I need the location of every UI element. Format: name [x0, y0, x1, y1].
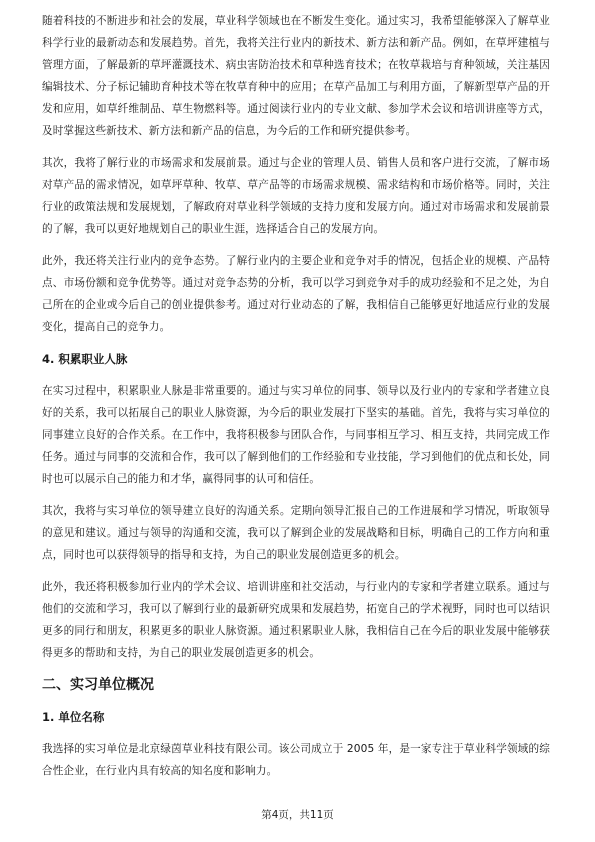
page-number-footer: 第4页，共11页 [261, 809, 334, 821]
paragraph-industry-trends: 随着科技的不断进步和社会的发展，草业科学领域也在不断发生变化。通过实习，我希望能够深入了解草业科学行业的最新动态和发展趋势。首先，我将关注行业内的新技术、新方法和新产品。例如，在草坪建植与管理方面，了解最新的草坪灌溉技术、病虫害防治技术和草种选育技术；在牧草栽培与育种领域，关注基因编辑技术、分子标记辅助育种技术等在牧草育种中的应用；在草产品加工与利用方面，了解新型草产品的开发和应用，如草纤维制品、草生物燃料等。通过阅读行业内的专业文献、参加学术会议和培训讲座等方式，及时掌握这些新技术、新方法和新产品的信息，为今后的工作和研究提供参考。 [42, 15, 550, 137]
paragraph-competition: 此外，我还将关注行业内的竞争态势。了解行业内的主要企业和竞争对手的情况，包括企业的规模、产品特点、市场份额和竞争优势等。通过对竞争态势的分析，我可以学习到竞争对手的成功经验和不足之处，为自己所在的企业或今后自己的创业提供参考。通过对行业动态的了解，我相信自己能够更好地适应行业的发展变化，提高自己的竞争力。 [42, 255, 550, 333]
document-page [42, 10, 550, 792]
paragraph-unit-name: 我选择的实习单位是北京绿茵草业科技有限公司。该公司成立于 2005 年，是一家专注于草业科学领域的综合性企业，在行业内具有较高的知名度和影响力。 [42, 743, 550, 777]
paragraph-network-experts: 此外，我还将积极参加行业内的学术会议、培训讲座和社交活动，与行业内的专家和学者建立联系。通过与他们的交流和学习，我可以了解到行业的最新研究成果和发展趋势，拓宽自己的学术视野，同时也可以结识更多的同行和朋友，积累更多的职业人脉资源。通过积累职业人脉，我相信自己在今后的职业发展中能够获得更多的帮助和支持，为自己的职业发展创造更多的机会。 [42, 581, 550, 659]
chapter-heading-unit-overview: 二、实习单位概况 [42, 677, 154, 693]
paragraph-network-colleagues: 在实习过程中，积累职业人脉是非常重要的。通过与实习单位的同事、领导以及行业内的专家和学者建立良好的关系，我可以拓展自己的职业人脉资源，为今后的职业发展打下坚实的基础。首先，我将与实习单位的同事建立良好的合作关系。在工作中，我将积极参与团队合作，与同事相互学习、相互支持，共同完成工作任务。通过与同事的交流和合作，我可以了解到他们的工作经验和专业技能，学习到他们的优点和长处，同时也可以展示自己的能力和才华，赢得同事的认可和信任。 [42, 385, 550, 485]
paragraph-network-leaders: 其次，我将与实习单位的领导建立良好的沟通关系。定期向领导汇报自己的工作进展和学习情况，听取领导的意见和建议。通过与领导的沟通和交流，我可以了解到企业的发展战略和目标，明确自己的工作方向和重点，同时也可以获得领导的指导和支持，为自己的职业发展创造更多的机会。 [42, 505, 550, 561]
section-heading-unit-name: 1. 单位名称 [42, 710, 105, 724]
paragraph-market-demand: 其次，我将了解行业的市场需求和发展前景。通过与企业的管理人员、销售人员和客户进行交流，了解市场对草产品的需求情况，如草坪草种、牧草、草产品等的市场需求规模、需求结构和市场价格等。同时，关注行业的政策法规和发展规划，了解政府对草业科学领域的支持力度和发展方向。通过对市场需求和发展前景的了解，我可以更好地规划自己的职业生涯，选择适合自己的发展方向。 [42, 157, 550, 235]
section-heading-network: 4. 积累职业人脉 [42, 352, 128, 366]
